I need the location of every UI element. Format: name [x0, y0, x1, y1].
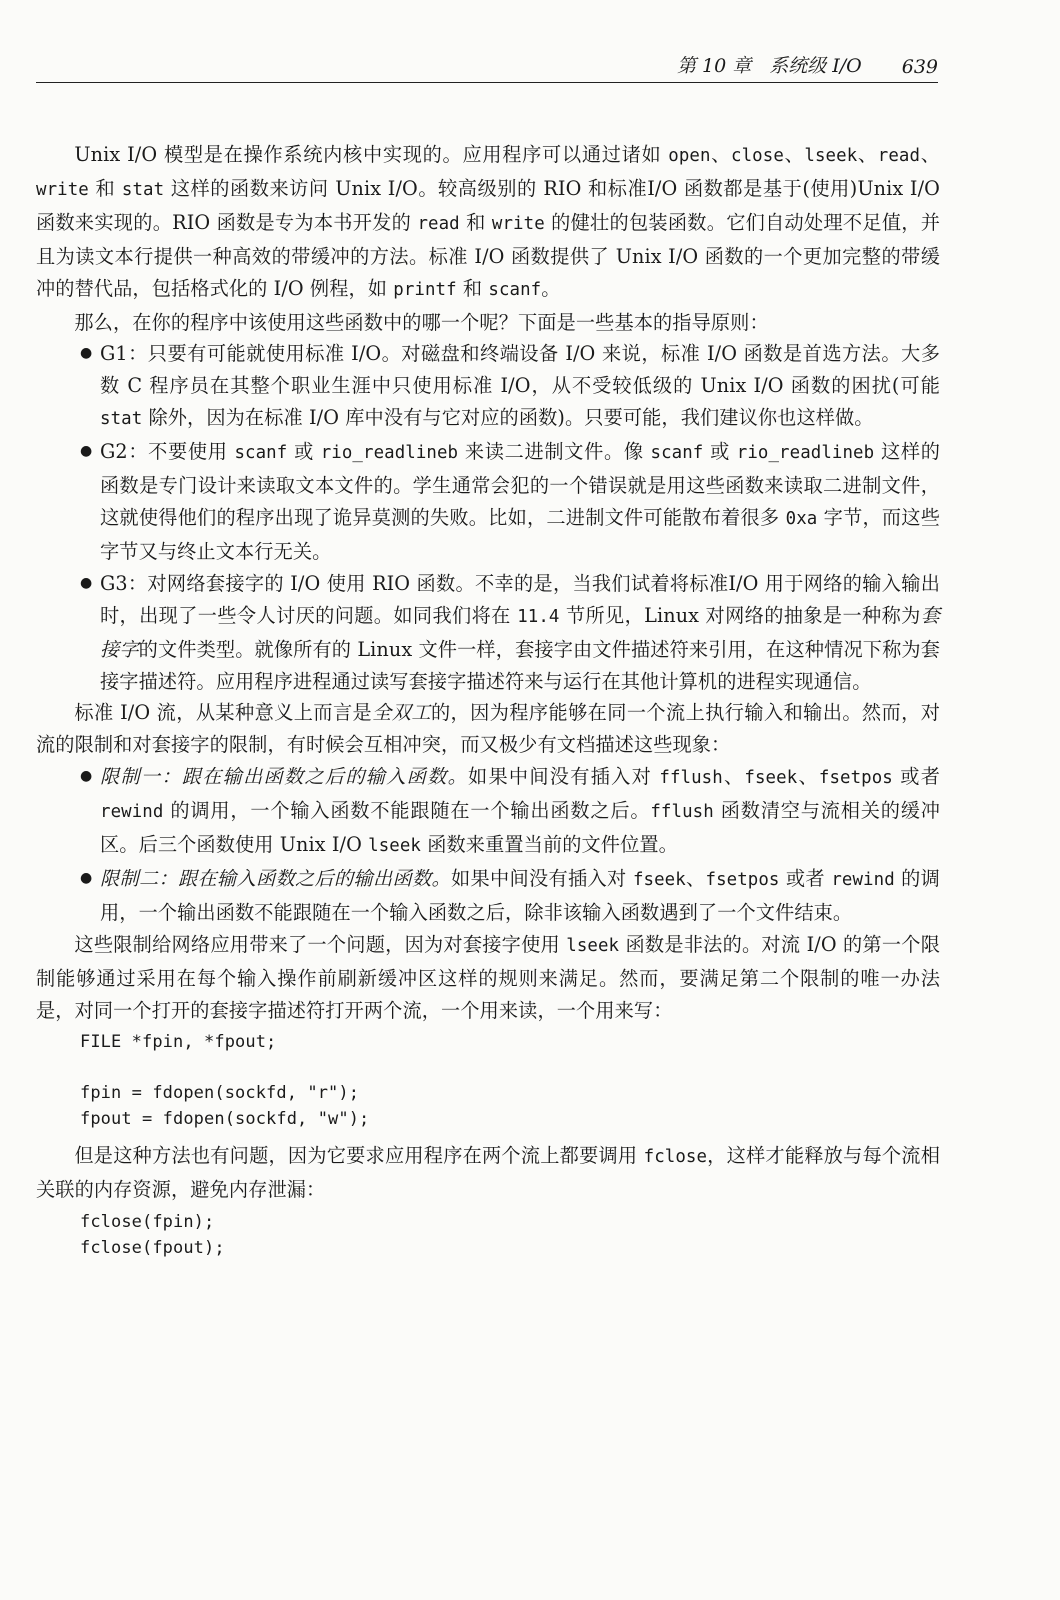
guideline-g1: ● G1：只要有可能就使用标准 I/O。对磁盘和终端设备 I/O 来说，标准 I/O 函数是首选方法。大多数 C 程序员在其整个职业生涯中只使用标准 I/O，从不受较低级的 Unix I/O 函数的困扰(可能 stat 除外，因为在标准 I/O 库中没有与它对应的函数)。只要可能，我们建议你也这样做。: [36, 338, 940, 436]
paragraph-guidelines-intro: 那么，在你的程序中该使用这些函数中的哪一个呢？下面是一些基本的指导原则：: [74, 310, 769, 334]
chapter-label: 第 10 章: [676, 55, 752, 77]
paragraph-full-duplex: 标准 I/O 流，从某种意义上而言是全双工的，因为程序能够在同一个流上执行输入和输出。然而，对流的限制和对套接字的限制，有时候会互相冲突，而又极少有文档描述这些现象：: [36, 701, 940, 757]
restriction-one: ● 限制一：跟在输出函数之后的输入函数。如果中间没有插入对 fflush、fseek、fsetpos 或者 rewind 的调用，一个输入函数不能跟随在一个输出函数之后。fflush 函数清空与流相关的缓冲区。后三个函数使用 Unix I/O lseek 函数来重置当前的文件位置。: [36, 761, 940, 863]
code-line: FILE *fpin, *fpout;: [80, 1032, 277, 1053]
body-text: [36, 139, 940, 1269]
code-line: fpin = fdopen(sockfd, "r");: [80, 1083, 360, 1104]
chapter-title: 系统级 I/O: [769, 55, 862, 77]
paragraph-intro: Unix I/O 模型是在操作系统内核中实现的。应用程序可以通过诸如 open、close、lseek、read、write 和 stat 这样的函数来访问 Unix I/O。较高级别的 RIO 和标准I/O 函数都是基于(使用)Unix I/O 函数来实现的。RIO 函数是专为本书开发的 read 和 write 的健壮的包装函数。它们自动处理不足值，并且为读文本行提供一种高效的带缓冲的方法。标准 I/O 函数提供了 Unix I/O 函数的一个更加完整的带缓冲的替代品，包括格式化的 I/O 例程，如 printf 和 scanf。: [36, 143, 941, 300]
code-block-fdopen: [80, 1030, 940, 1132]
page-number: 639: [901, 56, 938, 78]
paragraph-socket-problem: 这些限制给网络应用带来了一个问题，因为对套接字使用 lseek 函数是非法的。对流 I/O 的第一个限制能够通过采用在每个输入操作前刷新缓冲区这样的规则来满足。然而，要满足第二个限制的唯一办法是，对同一个打开的套接字描述符打开两个流，一个用来读，一个用来写：: [36, 932, 940, 1022]
code-block-fclose: [80, 1210, 940, 1261]
restriction-two: ● 限制二：跟在输入函数之后的输出函数。如果中间没有插入对 fseek、fsetpos 或者 rewind 的调用，一个输出函数不能跟随在一个输入函数之后，除非该输入函数遇到了一个文件结束。: [36, 863, 940, 929]
running-header: [36, 44, 938, 83]
restriction-list: [36, 761, 940, 929]
code-line: fclose(fpout);: [80, 1237, 225, 1258]
guideline-g3: ● G3：对网络套接字的 I/O 使用 RIO 函数。不幸的是，当我们试着将标准I/O 用于网络的输入输出时，出现了一些令人讨厌的问题。如同我们将在 11.4 节所见，Linux 对网络的抽象是一种称为套接字的文件类型。就像所有的 Linux 文件一样，套接字由文件描述符来引用，在这种情况下称为套接字描述符。应用程序进程通过读写套接字描述符来与运行在其他计算机的进程实现通信。: [36, 568, 940, 698]
code-line: fclose(fpin);: [80, 1212, 215, 1233]
code-line: fpout = fdopen(sockfd, "w");: [80, 1108, 370, 1129]
paragraph-fclose: 但是这种方法也有问题，因为它要求应用程序在两个流上都要调用 fclose，这样才能释放与每个流相关联的内存资源，避免内存泄漏：: [36, 1144, 940, 1202]
guideline-g2: ● G2：不要使用 scanf 或 rio_readlineb 来读二进制文件。像 scanf 或 rio_readlineb 这样的函数是专门设计来读取文本文件的。学生通常会犯的一个错误就是用这些函数来读取二进制文件，这就使得他们的程序出现了诡异莫测的失败。比如，二进制文件可能散布着很多 0xa 字节，而这些字节又与终止文本行无关。: [36, 436, 940, 568]
guideline-list: [36, 338, 940, 697]
